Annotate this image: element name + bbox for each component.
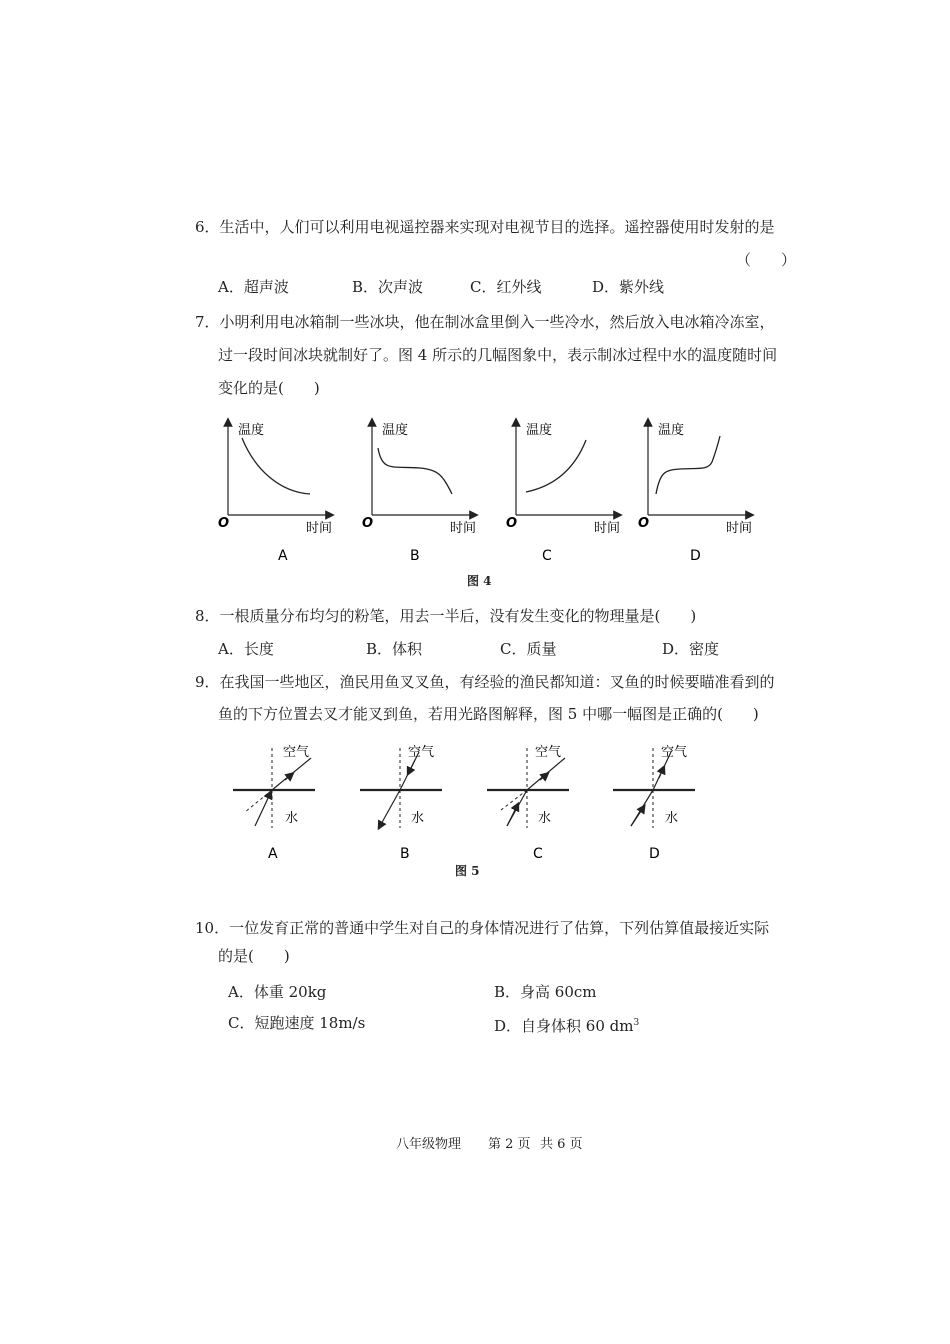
graph-d-xlabel: 时间 [726, 521, 753, 536]
graph-label-b: B [410, 548, 420, 564]
q6-answer-bracket: （ ） [736, 251, 797, 269]
graph-label-d: D [690, 548, 701, 564]
q10-option-c: C．短跑速度 18m/s [228, 1014, 366, 1032]
graph-b-ylabel: 温度 [382, 423, 409, 438]
q8-text: 8．一根质量分布均匀的粉笔，用去一半后，没有发生变化的物理量是( ) [195, 607, 697, 625]
q10-text-line1: 10．一位发育正常的普通中学生对自己的身体情况进行了估算，下列估算值最接近实际 [195, 919, 770, 937]
graph-c [506, 422, 620, 536]
q10-option-d-superscript: 3 [633, 1018, 640, 1028]
graph-a-xlabel: 时间 [306, 521, 333, 536]
graph-d-ylabel: 温度 [658, 423, 685, 438]
q6-text: 6．生活中，人们可以利用电视遥控器来实现对电视节目的选择。遥控器使用时发射的是 [195, 218, 775, 236]
graph-d-origin: O [638, 516, 650, 531]
graph-b [362, 422, 476, 536]
diagram-b [360, 744, 442, 828]
q7-text-line2: 过一段时间冰块就制好了。图 4 所示的几幅图象中，表示制冰过程中水的温度随时间 [218, 346, 778, 364]
q6-option-d: D．紫外线 [592, 278, 665, 296]
diagram-a-water: 水 [285, 811, 299, 826]
diagram-label-c: C [533, 846, 543, 862]
graph-c-origin: O [506, 516, 518, 531]
graph-c-ylabel: 温度 [526, 423, 553, 438]
q7-text-line1: 7．小明利用电冰箱制一些冰块，他在制冰盒里倒入一些冷水，然后放入电冰箱冷冻室， [195, 313, 775, 331]
footer-subject: 八年级物理 [396, 1137, 462, 1152]
diagram-d-water: 水 [665, 811, 679, 826]
diagram-b-water: 水 [411, 811, 425, 826]
graph-label-c: C [542, 548, 552, 564]
q7-text-line3: 变化的是( ) [218, 379, 320, 397]
diagram-b-air: 空气 [408, 745, 435, 760]
q8-option-b: B．体积 [366, 640, 423, 658]
q6-option-b: B．次声波 [352, 278, 424, 296]
figure-5-diagrams [225, 738, 725, 868]
q6-option-c: C．红外线 [470, 278, 542, 296]
q6-option-a: A．超声波 [218, 278, 289, 296]
q8-option-a: A．长度 [218, 640, 274, 658]
graph-d [638, 422, 752, 536]
q10-option-d [494, 1013, 639, 1036]
figure-4-graphs [210, 410, 770, 570]
graph-a-origin: O [218, 516, 230, 531]
footer-total-pages: 共 6 页 [540, 1137, 583, 1152]
diagram-a [233, 744, 315, 828]
figure-4-caption: 图 4 [467, 574, 492, 588]
q9-text-line1: 9．在我国一些地区，渔民用鱼叉叉鱼，有经验的渔民都知道：叉鱼的时候要瞄准看到的 [195, 673, 775, 691]
diagram-d-air: 空气 [661, 745, 688, 760]
graph-label-a: A [278, 548, 288, 564]
q8-option-d: D．密度 [662, 640, 720, 658]
diagram-d [613, 744, 695, 828]
q9-text-line2: 鱼的下方位置去叉才能叉到鱼，若用光路图解释，图 5 中哪一幅图是正确的( ) [218, 705, 759, 723]
figure-5-caption: 图 5 [455, 864, 480, 878]
graph-a-ylabel: 温度 [238, 423, 265, 438]
graph-c-xlabel: 时间 [594, 521, 621, 536]
diagram-c-water: 水 [538, 811, 552, 826]
diagram-label-b: B [400, 846, 410, 862]
diagram-label-d: D [649, 846, 660, 862]
q10-text-line2: 的是( ) [218, 947, 290, 965]
graph-a [218, 422, 332, 536]
footer-page-number: 第 2 页 [488, 1137, 531, 1152]
diagram-c-air: 空气 [535, 745, 562, 760]
diagram-a-air: 空气 [283, 745, 310, 760]
diagram-label-a: A [268, 846, 278, 862]
q10-option-a: A．体重 20kg [228, 983, 327, 1001]
q10-option-b: B．身高 60cm [494, 983, 597, 1001]
diagram-c [487, 744, 569, 828]
graph-b-origin: O [362, 516, 374, 531]
graph-b-xlabel: 时间 [450, 521, 477, 536]
q10-option-d-text: D．自身体积 60 dm [494, 1017, 634, 1035]
q8-option-c: C．质量 [500, 640, 557, 658]
